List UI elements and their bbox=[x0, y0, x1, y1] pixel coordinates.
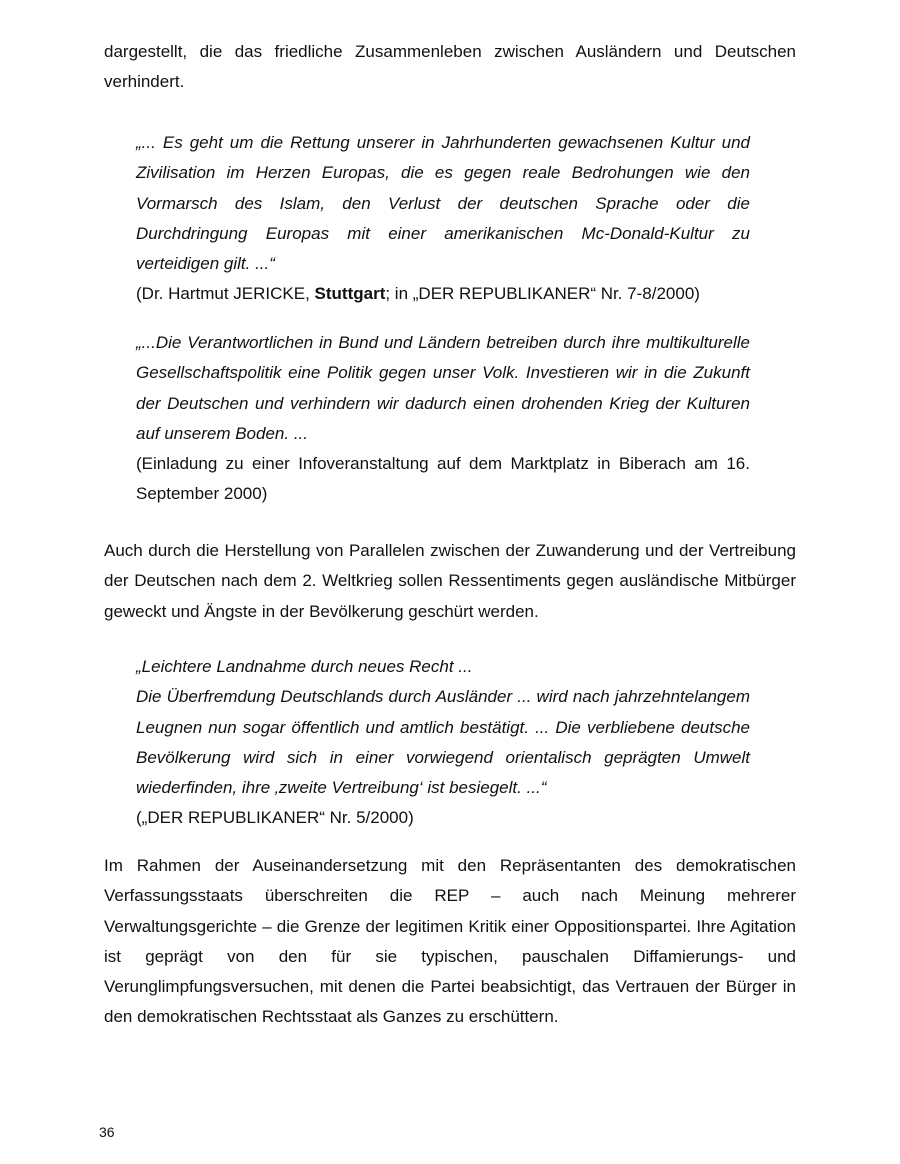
quote-landnahme-source: („DER REPUBLIKANER“ Nr. 5/2000) bbox=[136, 808, 414, 828]
quote-biberach bbox=[136, 328, 750, 510]
paragraph-intro: dargestellt, die das friedliche Zusammenleben zwischen Ausländern und Deutschen verhindert. bbox=[104, 42, 796, 92]
quote-biberach-text: „...Die Verantwortlichen in Bund und Ländern betreiben durch ihre multikulturelle Gesellschaftspolitik eine Politik gegen unser Volk. Investieren wir in die Zukunft der Deutschen und verhindern wir dadurch einen drohenden Krieg der Kulturen auf unserem Boden. ... bbox=[136, 333, 750, 443]
quote-jericke-source: (Dr. Hartmut JERICKE, Stuttgart; in „DER REPUBLIKANER“ Nr. 7-8/2000) bbox=[136, 284, 700, 304]
quote-landnahme bbox=[136, 652, 750, 834]
quote-jericke-text: „... Es geht um die Rettung unserer in Jahrhunderten gewachsenen Kultur und Zivilisation im Herzen Europas, die es gegen reale Bedrohungen wie den Vormarsch des Islam, den Verlust der deutschen Sprache oder die Durchdringung Europas mit einer amerikanischen Mc-Donald-Kultur zu verteidigen gilt. ...“ bbox=[136, 133, 750, 274]
quote-landnahme-text: Die Überfremdung Deutschlands durch Ausländer ... wird nach jahrzehntelangem Leugnen nun sogar öffentlich und amtlich bestätigt. ... Die verbliebene deutsche Bevölkerung wird sich in einer vorwiegend orientalisch geprägten Umwelt wiederfinden, ihre ‚zweite Vertreibung‘ ist besiegelt. ...“ bbox=[136, 687, 750, 798]
quote-biberach-source: (Einladung zu einer Infoveranstaltung auf dem Marktplatz in Biberach am 16. September 2000) bbox=[136, 454, 750, 504]
page-number: 36 bbox=[99, 1124, 115, 1140]
quote-jericke bbox=[136, 128, 750, 310]
paragraph-rep: Im Rahmen der Auseinandersetzung mit den Repräsentanten des demokratischen Verfassungsstaats überschreiten die REP – auch nach Meinung mehrerer Verwaltungsgerichte – die Grenze der legitimen Kritik einer Oppositionspartei. Ihre Agitation ist geprägt von den für sie typischen, pauschalen Diffamierungs- und Verunglimpfungsversuchen, mit denen die Partei beabsichtigt, das Vertrauen der Bürger in den demokratischen Rechtsstaat als Ganzes zu erschüttern. bbox=[104, 856, 796, 1027]
paragraph-vertreibung: Auch durch die Herstellung von Parallelen zwischen der Zuwanderung und der Vertreibung der Deutschen nach dem 2. Weltkrieg sollen Ressentiments gegen ausländische Mitbürger geweckt und Ängste in der Bevölkerung geschürt werden. bbox=[104, 541, 796, 621]
quote-landnahme-heading: „Leichtere Landnahme durch neues Recht ... bbox=[136, 657, 473, 676]
